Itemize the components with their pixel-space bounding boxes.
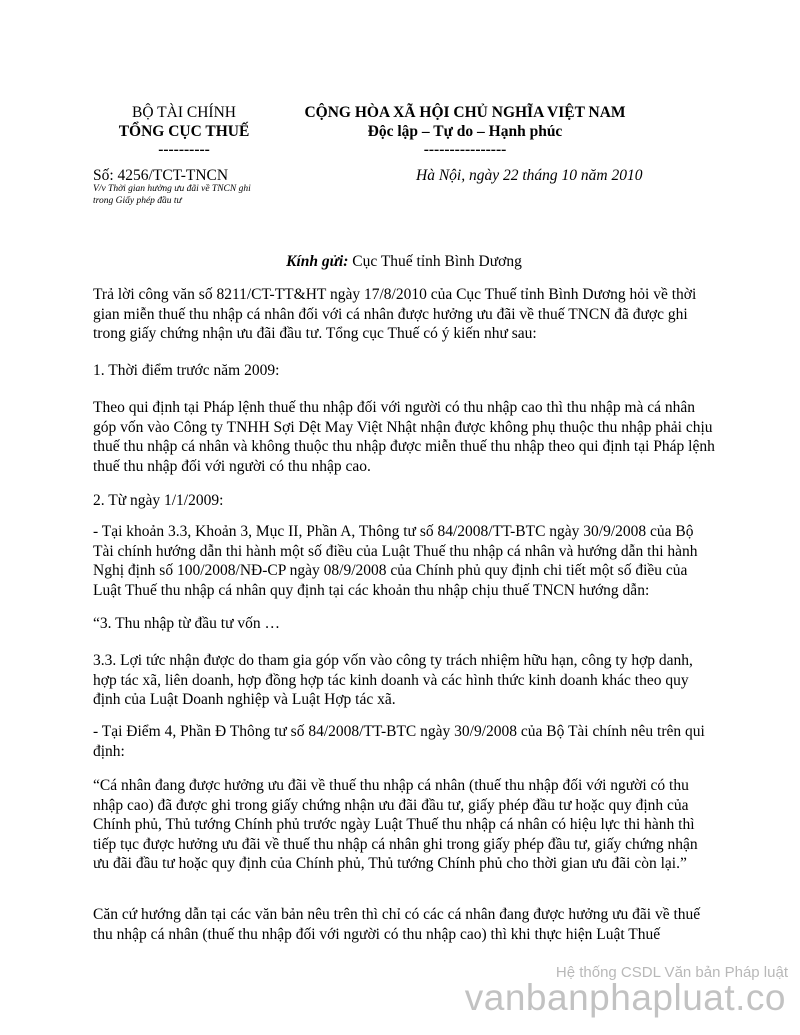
paragraph-quote-individual: “Cá nhân đang được hưởng ưu đãi về thuế thu nhập cá nhân (thuế thu nhập đối với người có thu nhập cao) đã được ghi trong giấy chứng nhận ưu đãi đầu tư, giấy phép đầu tư hoặc quy định của Chính phủ, Thủ tướng Chính phủ trước ngày Luật Thuế thu nhập cá nhân có hiệu lực thi hành thì tiếp tục được hưởng ưu đãi về thuế thu nhập cá nhân ghi trong giấy phép đầu tư, giấy chứng nhận ưu đãi đầu tư hoặc quy định của Chính phủ, Thủ tướng Chính phủ cho thời gian ưu đãi còn lại.” bbox=[93, 777, 698, 872]
left-rule: ---------- bbox=[158, 141, 210, 158]
right-rule: ---------------- bbox=[423, 141, 507, 158]
doc-number: Số: 4256/TCT-TNCN bbox=[93, 167, 229, 184]
recipient-name: Cục Thuế tỉnh Bình Dương bbox=[352, 253, 522, 270]
ministry-name: BỘ TÀI CHÍNH bbox=[132, 104, 236, 121]
paragraph-before-2009: Theo qui định tại Pháp lệnh thuế thu nhập đối với người có thu nhập cao thì thu nhập mà cá nhân góp vốn vào Công ty TNHH Sợi Dệt May Việt Nhật nhận được không phụ thuộc thu nhập phải chịu thuế thu nhập cá nhân và không thuộc thu nhập được miễn thuế thu nhập theo qui định tại Pháp lệnh thuế thu nhập đối với người có thu nhập cao. bbox=[93, 399, 715, 475]
paragraph-point-4: - Tại Điểm 4, Phần Đ Thông tư số 84/2008/TT-BTC ngày 30/9/2008 của Bộ Tài chính nêu trên qui định: bbox=[93, 723, 705, 760]
department-name: TỔNG CỤC THUẾ bbox=[118, 123, 250, 140]
watermark-site: vanbanphapluat.co bbox=[464, 977, 786, 1018]
watermark-caption: Hệ thống CSDL Văn bản Pháp luật bbox=[555, 964, 788, 981]
paragraph-intro: Trả lời công văn số 8211/CT-TT&HT ngày 17/8/2010 của Cục Thuế tỉnh Bình Dương hỏi về thời gian miễn thuế thu nhập cá nhân đối với cá nhân được hưởng ưu đãi về thuế TNCN đã được ghi trong giấy chứng nhận ưu đãi đầu tư. Tổng cục Thuế có ý kiến như sau: bbox=[93, 286, 697, 342]
republic-title: CỘNG HÒA XÃ HỘI CHỦ NGHĨA VIỆT NAM bbox=[304, 104, 626, 121]
paragraph-circular-84: - Tại khoản 3.3, Khoản 3, Mục II, Phần A, Thông tư số 84/2008/TT-BTC ngày 30/9/2008 của Bộ Tài chính hướng dẫn thi hành một số điều của Luật Thuế thu nhập cá nhân và hướng dẫn thi hành Nghị định số 100/2008/NĐ-CP ngày 08/9/2008 của Chính phủ quy định chi tiết một số điều của Luật Thuế thu nhập cá nhân quy định tại các khoản thu nhập chịu thuế TNCN hướng dẫn: bbox=[93, 523, 698, 599]
place-date: Hà Nội, ngày 22 tháng 10 năm 2010 bbox=[416, 167, 643, 184]
subject-line-1: V/v Thời gian hưởng ưu đãi về TNCN ghi bbox=[93, 184, 251, 194]
paragraph-section-1: 1. Thời điểm trước năm 2009: bbox=[93, 362, 280, 379]
recipient-label: Kính gửi: bbox=[286, 253, 349, 270]
subject-line-2: trong Giấy phép đầu tư bbox=[93, 196, 182, 206]
paragraph-conclusion: Căn cứ hướng dẫn tại các văn bản nêu trên thì chỉ có các cá nhân đang được hưởng ưu đãi về thuế thu nhập cá nhân (thuế thu nhập đối với người có thu nhập cao) thì khi thực hiện Luật Thuế bbox=[93, 906, 701, 943]
motto: Độc lập – Tự do – Hạnh phúc bbox=[367, 123, 563, 140]
recipient-line bbox=[93, 253, 715, 271]
paragraph-section-2: 2. Từ ngày 1/1/2009: bbox=[93, 492, 224, 509]
paragraph-quote-3: “3. Thu nhập từ đầu tư vốn … bbox=[93, 615, 280, 632]
paragraph-3-3: 3.3. Lợi tức nhận được do tham gia góp vốn vào công ty trách nhiệm hữu hạn, công ty hợp danh, hợp tác xã, liên doanh, hợp đồng hợp tác kinh doanh và các hình thức kinh doanh khác theo quy định của Luật Doanh nghiệp và Luật Hợp tác xã. bbox=[93, 652, 693, 708]
